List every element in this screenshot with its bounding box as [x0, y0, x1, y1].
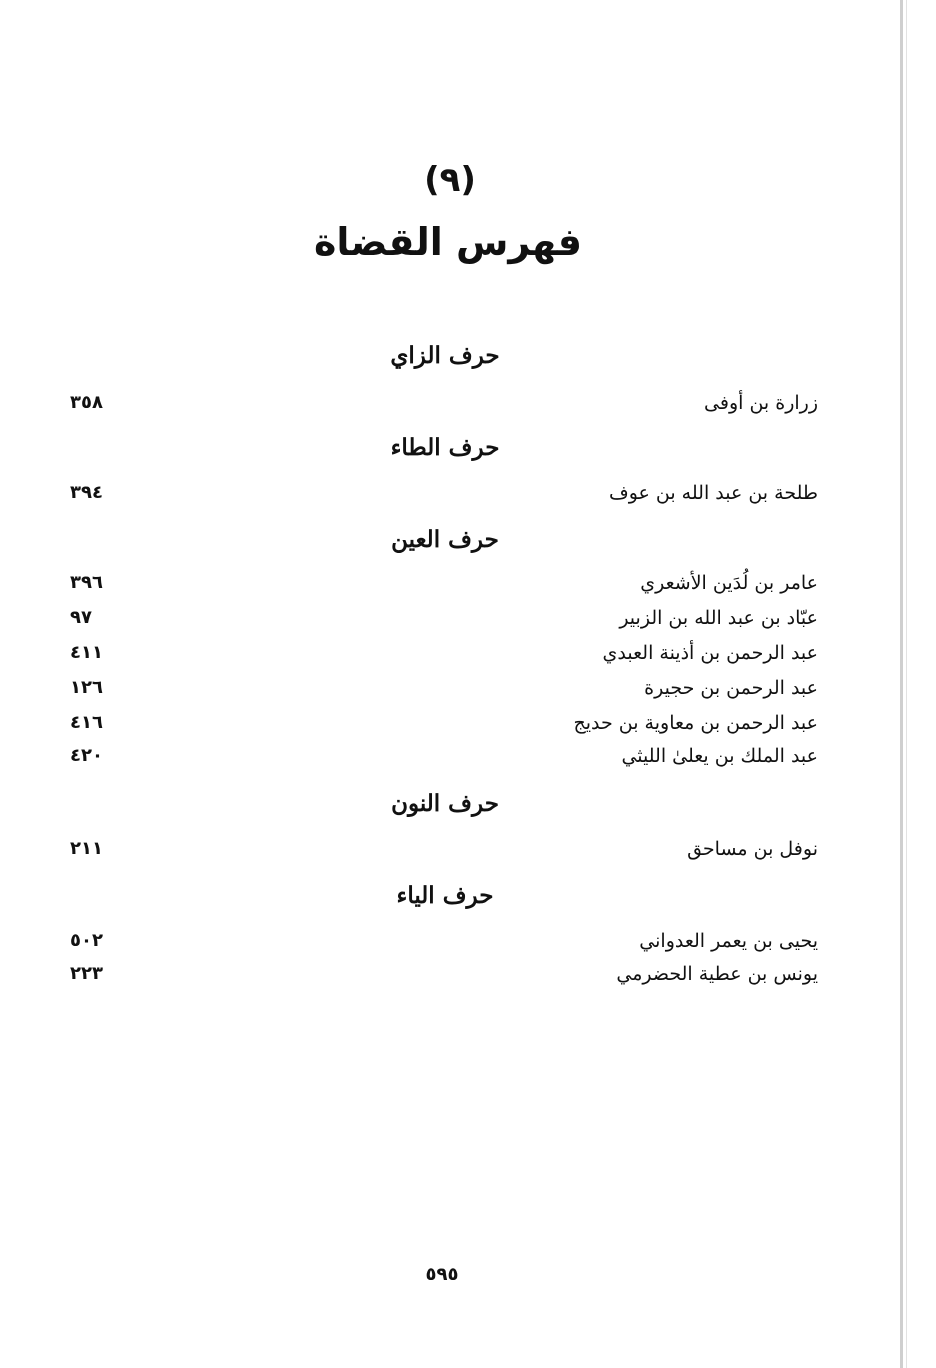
- index-entry: [70, 677, 818, 709]
- letter-heading-ain: حرف العين: [391, 526, 499, 553]
- entry-name: نوفل بن مساحق: [687, 838, 818, 860]
- index-entry: [70, 745, 818, 777]
- entry-page-number: ٢١١: [70, 838, 103, 859]
- entry-name: عامر بن لُدَين الأشعري: [640, 572, 818, 594]
- entry-page-number: ٢٢٣: [70, 963, 103, 984]
- entry-name: زرارة بن أوفى: [704, 392, 818, 414]
- entry-page-number: ٣٥٨: [70, 392, 103, 413]
- entry-page-number: ٤١١: [70, 642, 103, 663]
- index-entry: [70, 572, 818, 604]
- entry-name: يونس بن عطية الحضرمي: [616, 963, 818, 985]
- page-edge: [900, 0, 903, 1368]
- section-number: (٩): [424, 160, 476, 200]
- entry-page-number: ١٢٦: [70, 677, 103, 698]
- page-number: ٥٩٥: [425, 1264, 459, 1285]
- entry-page-number: ٤٢٠: [70, 745, 103, 766]
- index-entry: [70, 838, 818, 870]
- entry-name: يحيى بن يعمر العدواني: [639, 930, 818, 952]
- index-entry: [70, 712, 818, 744]
- index-entry: [70, 963, 818, 995]
- letter-heading-ya: حرف الياء: [396, 882, 494, 909]
- index-entry: [70, 482, 818, 514]
- letter-heading-ta: حرف الطاء: [390, 434, 500, 461]
- letter-heading-nun: حرف النون: [391, 790, 499, 817]
- index-entry: [70, 607, 818, 639]
- entry-name: طلحة بن عبد الله بن عوف: [609, 482, 818, 504]
- index-title: فهرس القضاة: [313, 220, 583, 264]
- page-edge-line: [906, 0, 907, 1368]
- index-entry: [70, 642, 818, 674]
- entry-name: عبد الرحمن بن أذينة العبدي: [602, 642, 818, 664]
- entry-name: عبّاد بن عبد الله بن الزبير: [619, 607, 818, 629]
- entry-page-number: ٥٠٢: [70, 930, 103, 951]
- entry-page-number: ٣٩٦: [70, 572, 103, 593]
- entry-page-number: ٣٩٤: [70, 482, 103, 503]
- entry-name: عبد الرحمن بن حجيرة: [644, 677, 818, 699]
- entry-name: عبد الرحمن بن معاوية بن حديج: [573, 712, 818, 734]
- index-entry: [70, 930, 818, 962]
- entry-page-number: ٩٧: [70, 607, 92, 628]
- entry-page-number: ٤١٦: [70, 712, 103, 733]
- index-entry: [70, 392, 818, 424]
- letter-heading-zay: حرف الزاي: [390, 342, 500, 369]
- entry-name: عبد الملك بن يعلىٰ الليثي: [621, 745, 818, 767]
